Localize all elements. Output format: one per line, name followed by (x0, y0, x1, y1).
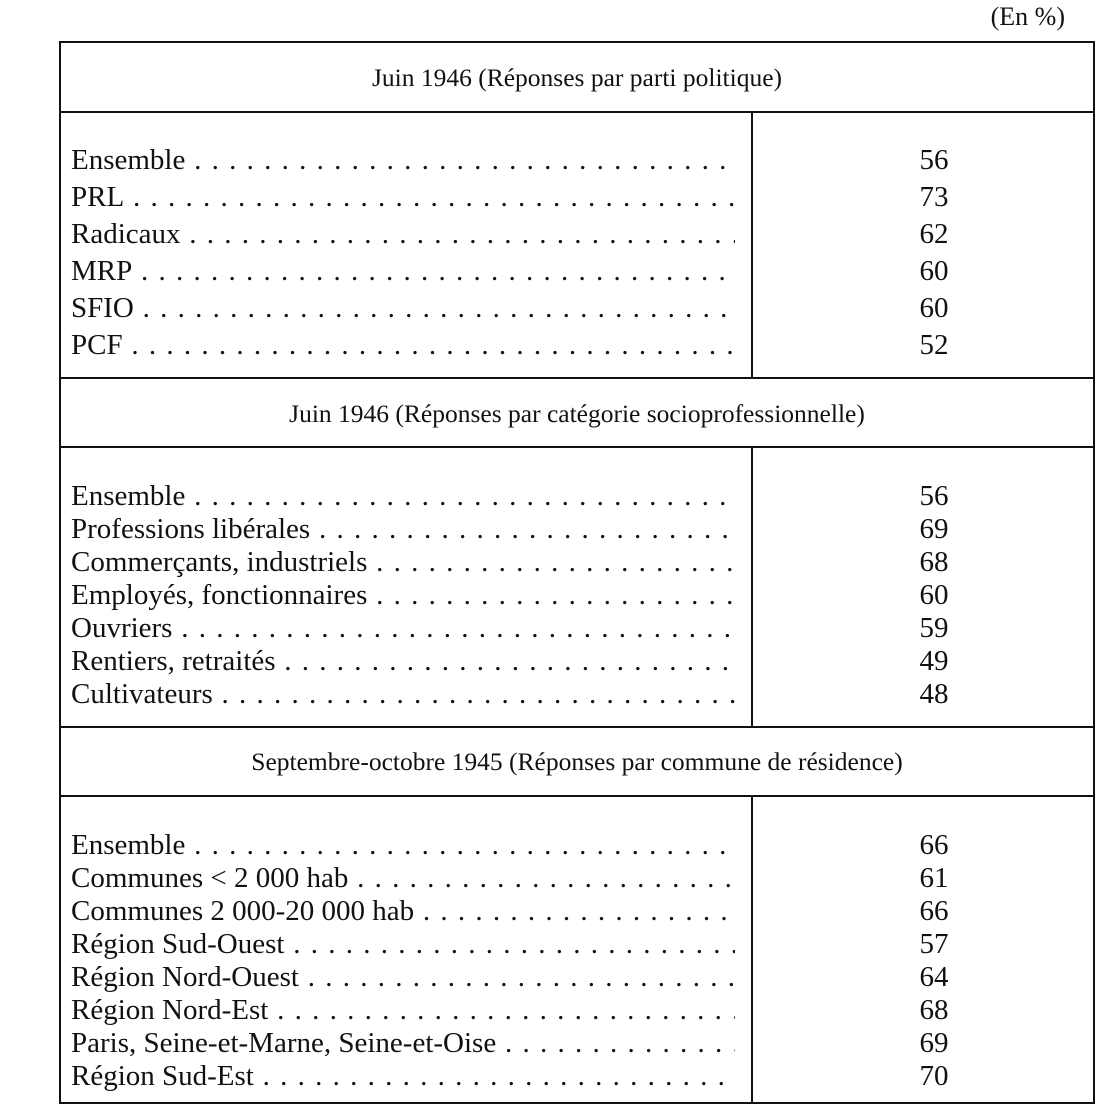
section-divider (61, 726, 1093, 728)
header-divider (61, 446, 1093, 448)
table-row (71, 894, 1087, 928)
row-value: 68 (919, 546, 949, 578)
table-row (71, 545, 1087, 579)
row-value: 60 (919, 579, 949, 611)
table-row (71, 578, 1087, 612)
row-label: Communes 2 000-20 000 hab . . . (71, 894, 735, 928)
section-divider (61, 377, 1093, 379)
table-row (71, 1026, 1087, 1060)
row-label: Radicaux . . . (71, 217, 735, 251)
header-divider (61, 795, 1093, 797)
row-label: Ensemble . . . (71, 479, 735, 513)
row-value: 60 (919, 292, 949, 324)
section-header-commune: Septembre-octobre 1945 (Réponses par commune de résidence) (251, 747, 903, 776)
unit-label: (En %) (990, 2, 1065, 31)
row-label: Ouvriers . . . (71, 611, 735, 645)
table-row (71, 927, 1087, 961)
row-label: PCF . . . (71, 328, 735, 362)
row-value: 57 (919, 928, 949, 960)
section-header-party: Juin 1946 (Réponses par parti politique) (371, 63, 783, 92)
row-label: SFIO . . . (71, 291, 735, 325)
table-row (71, 960, 1087, 994)
section-header-socioprofessional: Juin 1946 (Réponses par catégorie socioprofessionnelle) (289, 399, 865, 428)
row-label: Région Nord-Est . . . (71, 993, 735, 1027)
row-value: 68 (919, 994, 949, 1026)
data-table (59, 41, 1095, 1104)
table-row (71, 611, 1087, 645)
row-label: Cultivateurs . . . (71, 677, 735, 711)
row-value: 59 (919, 612, 949, 644)
row-value: 49 (919, 645, 949, 677)
row-value: 69 (919, 513, 949, 545)
header-divider (61, 111, 1093, 113)
row-value: 66 (919, 829, 949, 861)
table-row (71, 328, 1087, 362)
row-value: 66 (919, 895, 949, 927)
row-label: Professions libérales . . . (71, 512, 735, 546)
table-row (71, 291, 1087, 325)
row-value: 48 (919, 678, 949, 710)
row-value: 73 (919, 181, 949, 213)
row-label: Région Sud-Est . . . (71, 1059, 735, 1093)
table-row (71, 254, 1087, 288)
row-label: Paris, Seine-et-Marne, Seine-et-Oise . . . (71, 1026, 735, 1060)
table-row (71, 180, 1087, 214)
table-row (71, 143, 1087, 177)
row-value: 61 (919, 862, 949, 894)
table-row (71, 861, 1087, 895)
row-label: Employés, fonctionnaires . . . (71, 578, 735, 612)
row-label: Région Nord-Ouest . . . (71, 960, 735, 994)
row-value: 64 (919, 961, 949, 993)
row-value: 52 (919, 329, 949, 361)
row-label: PRL . . . (71, 180, 735, 214)
row-value: 62 (919, 218, 949, 250)
row-value: 56 (919, 144, 949, 176)
table-row (71, 677, 1087, 711)
row-label: Communes < 2 000 hab . . . (71, 861, 735, 895)
row-value: 69 (919, 1027, 949, 1059)
table-row (71, 828, 1087, 862)
row-label: Ensemble . . . (71, 143, 735, 177)
row-value: 56 (919, 480, 949, 512)
table-row (71, 217, 1087, 251)
row-label: MRP . . . (71, 254, 735, 288)
row-value: 60 (919, 255, 949, 287)
table-row (71, 644, 1087, 678)
table-row (71, 512, 1087, 546)
table-row (71, 1059, 1087, 1093)
table-row (71, 993, 1087, 1027)
row-label: Commerçants, industriels . . . (71, 545, 735, 579)
row-label: Rentiers, retraités . . . (71, 644, 735, 678)
row-value: 70 (919, 1060, 949, 1092)
table-row (71, 479, 1087, 513)
row-label: Région Sud-Ouest . . . (71, 927, 735, 961)
row-label: Ensemble . . . (71, 828, 735, 862)
